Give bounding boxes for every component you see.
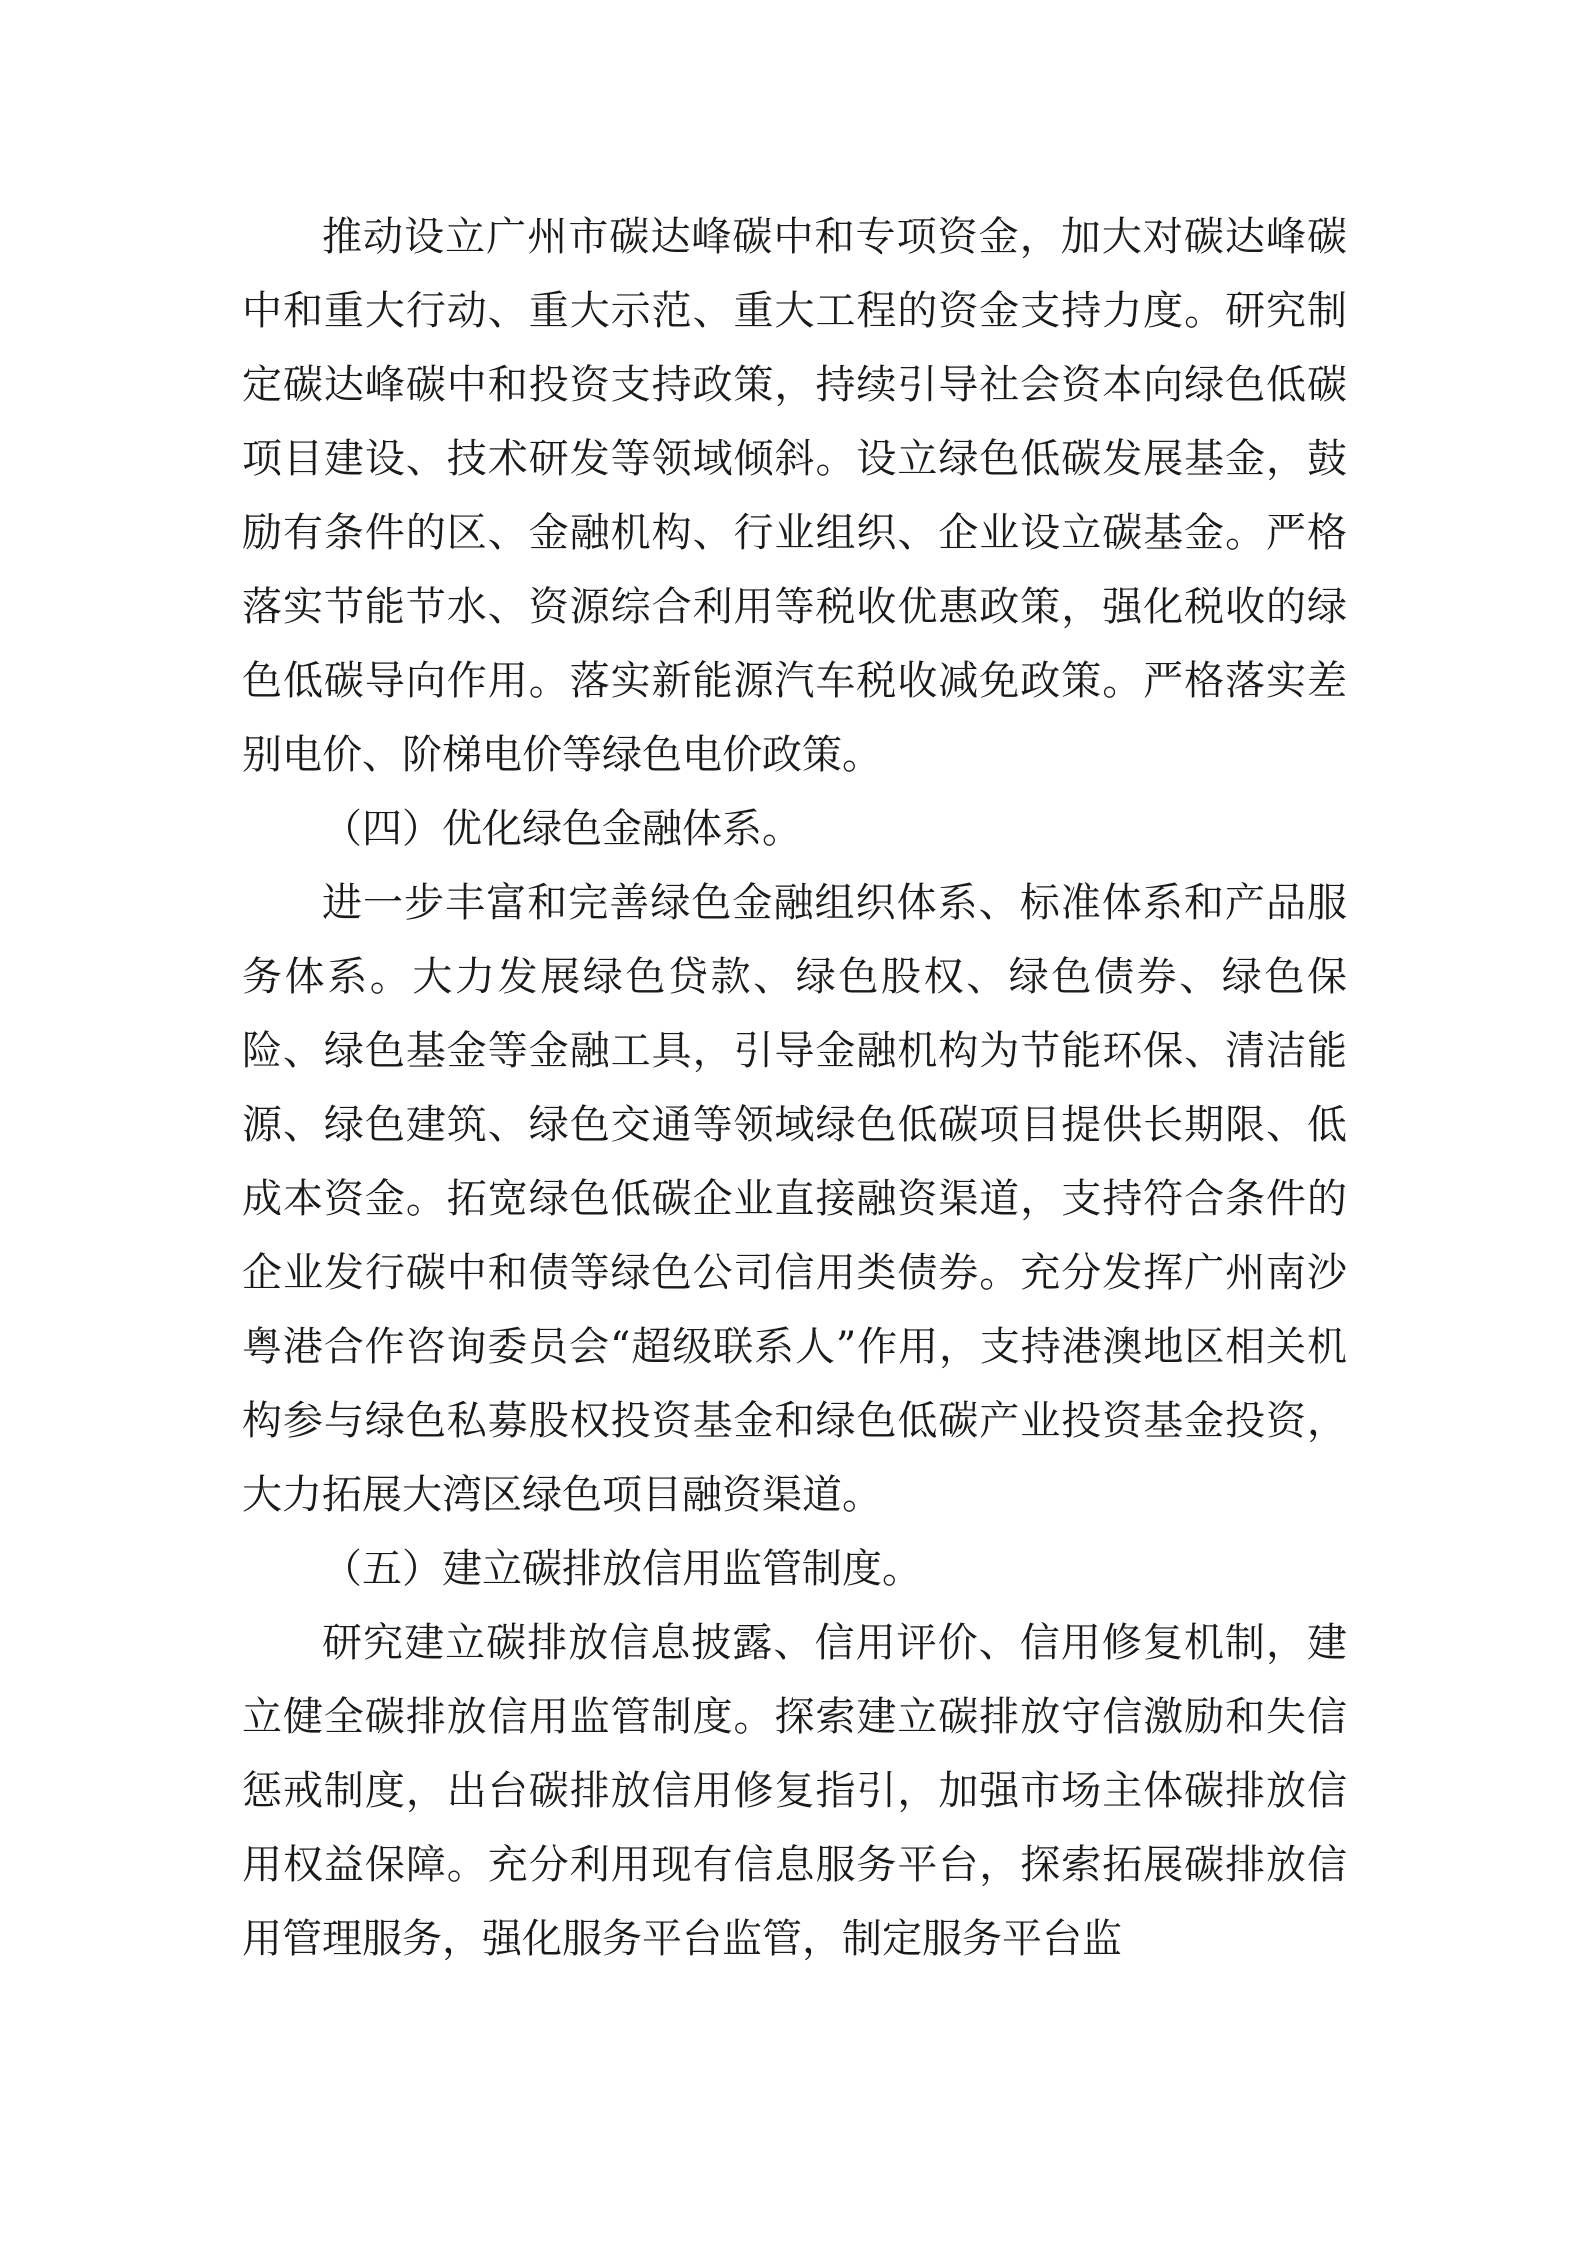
paragraph-credit-supervision: 研究建立碳排放信息披露、信用评价、信用修复机制，建立健全碳排放信用监管制度。探索建立碳排放守信激励和失信惩戒制度，出台碳排放信用修复指引，加强市场主体碳排放信用权益保障。充分利用现有信息服务平台，探索拓展碳排放信用管理服务，强化服务平台监管，制定服务平台监 xyxy=(242,1620,1347,1962)
section-heading-green-finance: （四）优化绿色金融体系。 xyxy=(322,806,802,852)
paragraph-green-finance: 进一步丰富和完善绿色金融组织体系、标准体系和产品服务体系。大力发展绿色贷款、绿色股权、绿色债券、绿色保险、绿色基金等金融工具，引导金融机构为节能环保、清洁能源、绿色建筑、绿色交通等领域绿色低碳项目提供长期限、低成本资金。拓宽绿色低碳企业直接融资渠道，支持符合条件的企业发行碳中和债等绿色公司信用类债券。充分发挥广州南沙粤港合作咨询委员会“超级联系人”作用，支持港澳地区相关机构参与绿色私募股权投资基金和绿色低碳产业投资基金投资，大力拓展大湾区绿色项目融资渠道。 xyxy=(242,880,1347,1518)
document-body xyxy=(242,200,1347,1976)
section-heading-credit-supervision: （五）建立碳排放信用监管制度。 xyxy=(322,1546,922,1592)
paragraph-fiscal-support: 推动设立广州市碳达峰碳中和专项资金，加大对碳达峰碳中和重大行动、重大示范、重大工程的资金支持力度。研究制定碳达峰碳中和投资支持政策，持续引导社会资本向绿色低碳项目建设、技术研发等领域倾斜。设立绿色低碳发展基金，鼓励有条件的区、金融机构、行业组织、企业设立碳基金。严格落实节能节水、资源综合利用等税收优惠政策，强化税收的绿色低碳导向作用。落实新能源汽车税收减免政策。严格落实差别电价、阶梯电价等绿色电价政策。 xyxy=(242,214,1347,778)
